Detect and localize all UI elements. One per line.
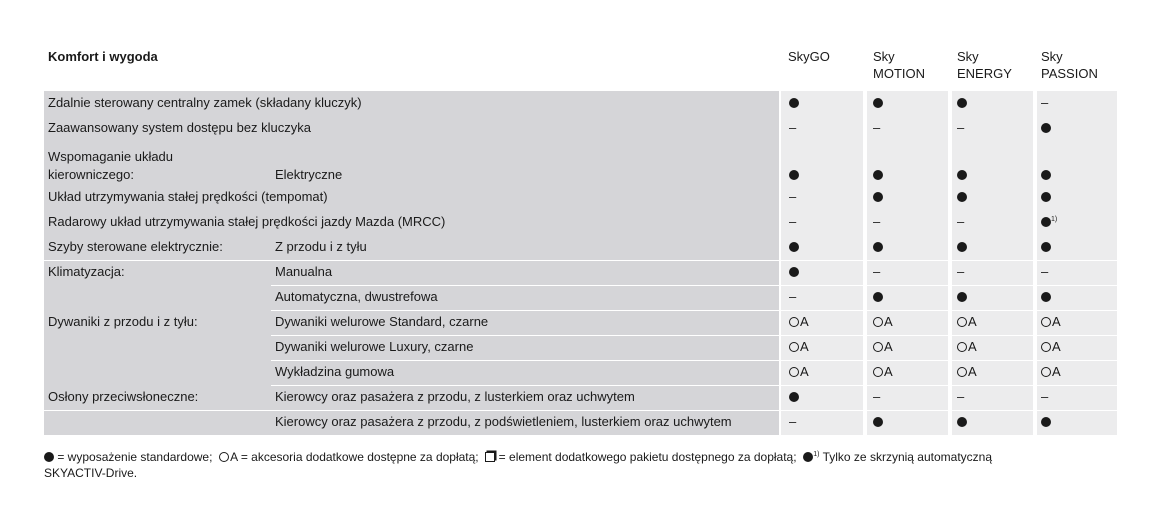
footnote-dot-icon (803, 452, 813, 462)
feature-name: Szyby sterowane elektrycznie: (48, 239, 223, 254)
optional-letter: A (968, 314, 977, 329)
value-energy (957, 314, 1017, 329)
standard-dot-icon (873, 292, 883, 302)
value-energy (957, 95, 1017, 110)
value-energy (957, 264, 1017, 279)
value-energy (957, 214, 1017, 229)
value-passion (1041, 389, 1101, 404)
standard-dot-icon (1041, 192, 1051, 202)
optional-circle-icon (957, 342, 967, 352)
not-available-dash: – (1041, 95, 1049, 110)
value-skygo (789, 414, 849, 429)
optional-letter: A (884, 364, 893, 379)
value-passion (1041, 339, 1101, 354)
value-motion (873, 167, 933, 182)
footnote-mark: 1) (1051, 216, 1058, 223)
feature-name: Dywaniki z przodu i z tyłu: (48, 314, 198, 329)
column-header-line1: Sky (1041, 49, 1063, 64)
column-header-line2: ENERGY (957, 66, 1012, 81)
column-header-line2: PASSION (1041, 66, 1098, 81)
value-energy (957, 189, 1017, 204)
not-available-dash: – (789, 289, 797, 304)
value-energy (957, 239, 1017, 254)
feature-variant: Dywaniki welurowe Standard, czarne (275, 314, 489, 329)
value-motion (873, 289, 933, 304)
standard-dot-icon (957, 192, 967, 202)
value-motion (873, 95, 933, 110)
optional-letter: A (968, 339, 977, 354)
optional-circle-icon (789, 317, 799, 327)
standard-dot-icon (789, 267, 799, 277)
legend-optional-letter: A (230, 450, 238, 464)
value-passion (1041, 414, 1101, 429)
not-available-dash: – (873, 264, 881, 279)
not-available-dash: – (1041, 389, 1049, 404)
column-header-line1: Sky (873, 49, 895, 64)
not-available-dash: – (873, 214, 881, 229)
standard-dot-icon (873, 242, 883, 252)
not-available-dash: – (789, 120, 797, 135)
table-row (44, 145, 1117, 189)
feature-name: Klimatyzacja: (48, 264, 125, 279)
not-available-dash: – (789, 189, 797, 204)
value-motion (873, 264, 933, 279)
feature-name: Zaawansowany system dostępu bez kluczyka (48, 120, 312, 135)
table-row (44, 414, 1117, 435)
not-available-dash: – (873, 120, 881, 135)
column-header-motion (873, 48, 925, 82)
column-header-energy (957, 48, 1012, 82)
value-motion (873, 389, 933, 404)
row-divider (271, 285, 1117, 286)
value-passion (1041, 364, 1101, 379)
value-passion (1041, 314, 1101, 329)
optional-letter: A (800, 364, 809, 379)
standard-dot-icon (957, 417, 967, 427)
not-available-dash: – (1041, 264, 1049, 279)
standard-dot-icon (789, 170, 799, 180)
table-row (44, 189, 1117, 214)
package-square-icon (485, 452, 495, 462)
standard-dot-icon (789, 98, 799, 108)
value-passion (1041, 264, 1101, 279)
value-skygo (789, 214, 849, 229)
value-skygo (789, 364, 849, 379)
standard-dot-icon (789, 242, 799, 252)
value-energy (957, 389, 1017, 404)
section-title: Komfort i wygoda (48, 49, 158, 64)
feature-variant: Kierowcy oraz pasażera z przodu, z lusterkiem oraz uchwytem (275, 389, 635, 404)
value-skygo (789, 289, 849, 304)
not-available-dash: – (789, 214, 797, 229)
feature-variant: Manualna (275, 264, 333, 279)
legend-optional: = akcesoria dodatkowe dostępne za dopłatą; (240, 450, 479, 464)
standard-dot-icon (873, 417, 883, 427)
standard-dot-icon (1041, 292, 1051, 302)
value-skygo (789, 120, 849, 135)
standard-dot-icon (957, 98, 967, 108)
optional-circle-icon (1041, 317, 1051, 327)
not-available-dash: – (957, 214, 965, 229)
value-skygo (789, 339, 849, 354)
optional-letter: A (884, 314, 893, 329)
column-header-skygo (788, 48, 830, 65)
standard-dot-icon (873, 192, 883, 202)
legend-footnote: Tylko ze skrzynią automatyczną (822, 450, 992, 464)
value-skygo (789, 314, 849, 329)
optional-circle-icon (873, 317, 883, 327)
not-available-dash: – (789, 414, 797, 429)
value-skygo (789, 389, 849, 404)
not-available-dash: – (957, 264, 965, 279)
value-energy (957, 289, 1017, 304)
column-header-line1: Sky (957, 49, 979, 64)
value-energy (957, 120, 1017, 135)
standard-dot-icon (1041, 417, 1051, 427)
optional-circle-icon (873, 367, 883, 377)
optional-circle-icon (1041, 342, 1051, 352)
optional-letter: A (1052, 364, 1061, 379)
column-header-line1: SkyGO (788, 49, 830, 64)
optional-circle-icon (219, 452, 229, 462)
standard-dot-icon (873, 170, 883, 180)
value-passion (1041, 95, 1101, 110)
optional-circle-icon (789, 367, 799, 377)
value-passion (1041, 289, 1101, 304)
value-passion (1041, 167, 1101, 182)
value-energy (957, 339, 1017, 354)
value-passion (1041, 189, 1101, 204)
value-motion (873, 239, 933, 254)
table-row (44, 95, 1117, 120)
row-divider (271, 360, 1117, 361)
row-divider (271, 335, 1117, 336)
standard-dot-icon (44, 452, 54, 462)
optional-letter: A (1052, 339, 1061, 354)
feature-name: Zdalnie sterowany centralny zamek (składany kluczyk) (48, 95, 362, 110)
standard-dot-icon (1041, 170, 1051, 180)
feature-variant: Kierowcy oraz pasażera z przodu, z podświetleniem, lusterkiem oraz uchwytem (275, 414, 732, 429)
value-motion (873, 314, 933, 329)
value-motion (873, 339, 933, 354)
column-header-line2: MOTION (873, 66, 925, 81)
table-row (44, 214, 1117, 239)
not-available-dash: – (957, 389, 965, 404)
optional-circle-icon (1041, 367, 1051, 377)
value-skygo (789, 189, 849, 204)
standard-dot-icon (1041, 123, 1051, 133)
value-motion (873, 189, 933, 204)
optional-letter: A (800, 314, 809, 329)
column-header-passion (1041, 48, 1098, 82)
table-row (44, 120, 1117, 145)
value-skygo (789, 95, 849, 110)
value-skygo (789, 167, 849, 182)
feature-name: Układ utrzymywania stałej prędkości (tempomat) (48, 189, 328, 204)
optional-letter: A (800, 339, 809, 354)
optional-circle-icon (957, 367, 967, 377)
legend (44, 447, 1124, 481)
legend-standard: = wyposażenie standardowe; (57, 450, 213, 464)
value-energy (957, 167, 1017, 182)
feature-name-cont: kierowniczego: (48, 167, 134, 182)
value-skygo (789, 264, 849, 279)
optional-letter: A (1052, 314, 1061, 329)
row-divider (271, 310, 1117, 311)
feature-name: Radarowy układ utrzymywania stałej prędkości jazdy Mazda (MRCC) (48, 214, 446, 229)
value-motion (873, 364, 933, 379)
feature-variant: Wykładzina gumowa (275, 364, 395, 379)
not-available-dash: – (873, 389, 881, 404)
standard-dot-icon (1041, 242, 1051, 252)
feature-variant: Dywaniki welurowe Luxury, czarne (275, 339, 474, 354)
value-skygo (789, 239, 849, 254)
optional-letter: A (968, 364, 977, 379)
standard-dot-icon (789, 392, 799, 402)
standard-dot-icon (957, 242, 967, 252)
standard-dot-icon (1041, 217, 1051, 227)
optional-circle-icon (873, 342, 883, 352)
standard-dot-icon (957, 170, 967, 180)
feature-variant: Elektryczne (275, 167, 343, 182)
legend-line2: SKYACTIV-Drive. (44, 466, 138, 480)
value-motion (873, 414, 933, 429)
optional-circle-icon (957, 317, 967, 327)
optional-letter: A (884, 339, 893, 354)
optional-circle-icon (789, 342, 799, 352)
feature-variant: Z przodu i z tyłu (275, 239, 367, 254)
value-motion (873, 214, 933, 229)
standard-dot-icon (873, 98, 883, 108)
value-motion (873, 120, 933, 135)
legend-footnote-mark: 1) (813, 451, 820, 458)
row-divider (44, 260, 1117, 261)
value-passion (1041, 239, 1101, 254)
value-passion (1041, 214, 1101, 229)
feature-name: Osłony przeciwsłoneczne: (48, 389, 199, 404)
row-divider (271, 385, 1117, 386)
value-energy (957, 364, 1017, 379)
feature-name: Wspomaganie układu (48, 149, 174, 164)
value-passion (1041, 120, 1101, 135)
feature-variant: Automatyczna, dwustrefowa (275, 289, 438, 304)
not-available-dash: – (957, 120, 965, 135)
value-energy (957, 414, 1017, 429)
legend-package: = element dodatkowego pakietu dostępnego za dopłatą; (498, 450, 797, 464)
standard-dot-icon (957, 292, 967, 302)
row-divider (44, 410, 1117, 411)
